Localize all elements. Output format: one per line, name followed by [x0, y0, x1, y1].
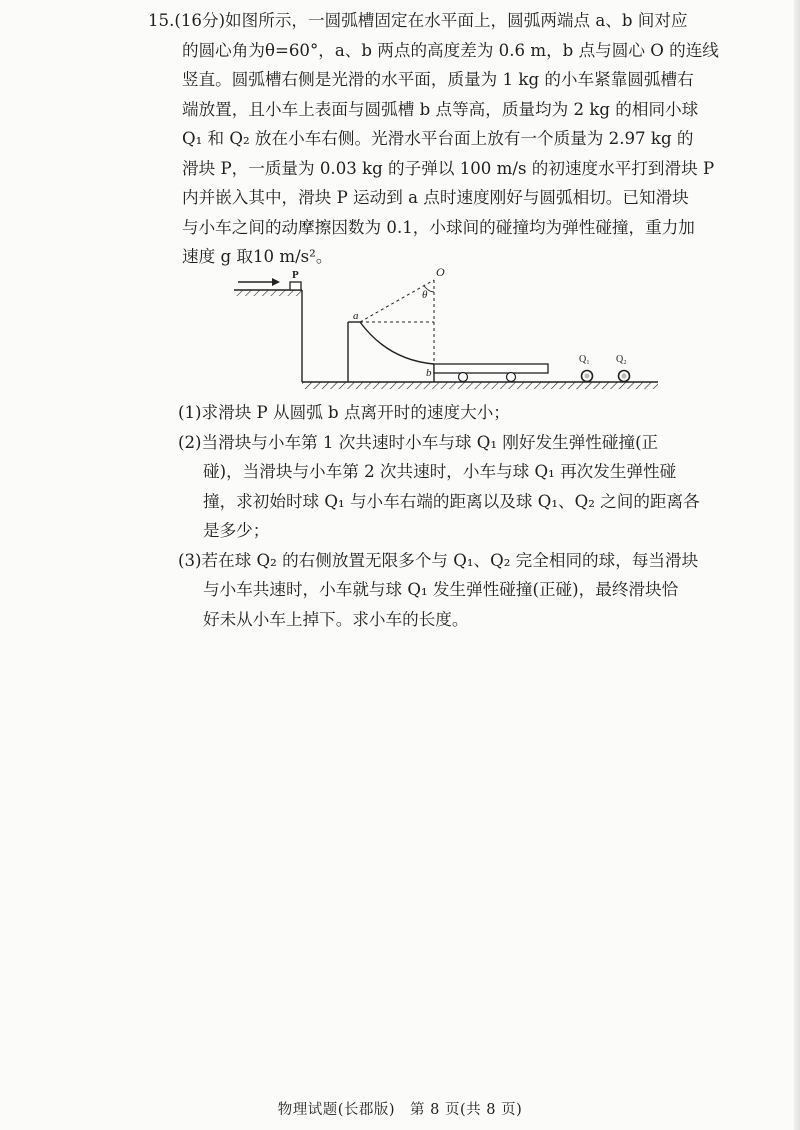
question-3-line-1: (3)若在球 Q₂ 的右侧放置无限多个与 Q₁、Q₂ 完全相同的球，每当滑块	[178, 550, 699, 570]
ground	[302, 382, 658, 389]
sub-questions	[178, 398, 723, 634]
stem-line-2: 的圆心角为θ=60°，a、b 两点的高度差为 0.6 m，b 点与圆心 O 的连线	[182, 40, 719, 60]
stem-line-4: 端放置，且小车上表面与圆弧槽 b 点等高，质量均为 2 kg 的相同小球	[182, 99, 699, 119]
stem-line-6: 滑块 P，一质量为 0.03 kg 的子弹以 100 m/s 的初速度水平打到滑块 P	[182, 158, 715, 178]
stem-line-9: 速度 g 取10 m/s²。	[182, 247, 333, 266]
platform	[234, 290, 348, 382]
label-a: a	[353, 310, 359, 322]
stem-line-8: 与小车之间的动摩擦因数为 0.1，小球间的碰撞均为弹性碰撞，重力加	[182, 217, 695, 237]
cart	[434, 364, 548, 382]
physics-diagram	[228, 262, 668, 396]
diagram-svg	[228, 262, 668, 396]
question-1-line-1: (1)求滑块 P 从圆弧 b 点离开时的速度大小；	[178, 403, 510, 422]
question-3-line-3: 好未从小车上掉下。求小车的长度。	[203, 609, 469, 629]
page-edge-shadow	[794, 0, 800, 1130]
problem-stem	[148, 6, 720, 272]
stem-line-1: 15.(16分)如图所示，一圆弧槽固定在水平面上，圆弧两端点 a、b 间对应	[148, 11, 688, 30]
problem-number: 15.(16分)	[148, 11, 226, 30]
question-1	[178, 398, 723, 428]
page-footer: 物理试题(长郡版) 第 8 页(共 8 页)	[277, 1102, 523, 1118]
stem-line-5: Q₁ 和 Q₂ 放在小车右侧。光滑水平台面上放有一个质量为 2.97 kg 的	[182, 129, 694, 148]
question-2-line-4: 是多少；	[203, 521, 270, 540]
label-p: P	[292, 269, 299, 281]
bullet-arrow	[238, 278, 280, 286]
stem-line-7: 内并嵌入其中，滑块 P 运动到 a 点时速度刚好与圆弧相切。已知滑块	[182, 188, 689, 207]
question-2-line-3: 撞，求初始时球 Q₁ 与小车右端的距离以及球 Q₁、Q₂ 之间的距离各	[203, 491, 700, 511]
label-theta: θ	[422, 289, 428, 301]
question-2-line-1: (2)当滑块与小车第 1 次共速时小车与球 Q₁ 刚好发生弹性碰撞(正	[178, 432, 659, 452]
cart-wheel-left	[459, 373, 468, 382]
stem-line-3: 竖直。圆弧槽右侧是光滑的水平面，质量为 1 kg 的小车紧靠圆弧槽右	[182, 70, 694, 89]
arc-groove	[348, 322, 434, 382]
question-2-line-2: 碰)，当滑块与小车第 2 次共速时，小车与球 Q₁ 再次发生弹性碰	[203, 462, 677, 481]
problem-15	[148, 6, 720, 272]
ball-q2-inner	[622, 374, 627, 379]
ball-q1-inner	[585, 374, 590, 379]
label-q1: Q₁	[579, 354, 590, 365]
label-o: O	[436, 265, 445, 279]
label-b: b	[426, 367, 432, 379]
question-3-line-2: 与小车共速时，小车就与球 Q₁ 发生弹性碰撞(正碰)，最终滑块恰	[203, 580, 679, 599]
block-p	[290, 282, 301, 290]
question-3	[178, 546, 723, 635]
cart-wheel-right	[507, 373, 516, 382]
label-q2: Q₂	[616, 354, 627, 365]
question-2	[178, 428, 723, 546]
